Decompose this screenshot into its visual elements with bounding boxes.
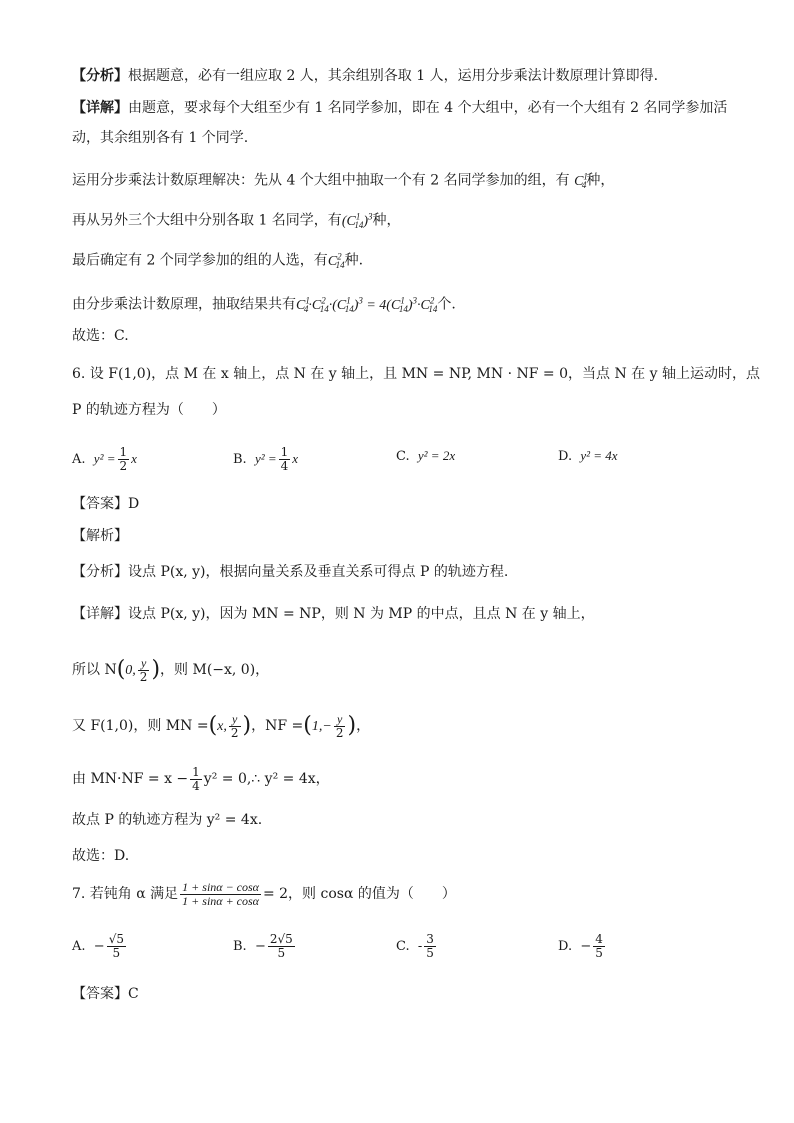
q7-stem: 7. 若钝角 α 满足 $\frac{1 + \sin\alpha - \cos\alpha}{1 + \sin\alpha + \cos\alpha}$ = 2，则 cosα 的值为（ ）: [72, 879, 456, 908]
q5-step-4: [72, 290, 456, 319]
q5-detail-1: [72, 98, 727, 118]
q5-step-3: [72, 246, 363, 275]
q5-analysis: [72, 66, 658, 86]
q6-jiexi: 【解析】: [72, 528, 128, 544]
q5-step-2: [72, 206, 400, 235]
q6-stem-1: 6. 设 F(1,0)，点 M 在 x 轴上，点 N 在 y 轴上，且 MN = NP, MN · NF = 0，当点 N 在 y 轴上运动时，点: [72, 366, 760, 382]
q6-analysis: 【分析】设点 P(x, y)，根据向量关系及垂直关系可得点 P 的轨迹方程.: [72, 564, 509, 580]
q5-step-4-text: 由分步乘法计数原理，抽取结果共有: [72, 296, 296, 313]
q6-option-c: C. y² = 2x: [396, 448, 456, 464]
q5-choose: 故选：C.: [72, 328, 129, 344]
q5-detail-text-1: 由题意，要求每个大组至少有 1 名同学参加，即在 4 个大组中，必有一个大组有 2 名同学参加活: [128, 100, 728, 116]
q5-step-3-tail: 种.: [344, 252, 364, 269]
combination-c-14-1-cubed: $(C^1_{14})^3$: [341, 211, 373, 231]
combination-c-4-1: $C^1_4$: [574, 171, 588, 191]
detail-tag: 【详解】: [72, 100, 128, 116]
q5-step-1-tail: 种，: [586, 172, 615, 189]
q5-step-3-text: 最后确定有 2 个同学参加的组的人选，有: [72, 252, 328, 269]
q6-detail-3: 又 F(1,0)，则 MN =(x, $\frac{y}{2}$ )，NF =(1,− $\frac{y}{2}$ )，: [72, 711, 371, 740]
q6-answer: 【答案】D: [72, 496, 140, 512]
q6-option-a: A. y² = $\frac{1}{2}$ x: [72, 445, 137, 473]
q5-step-2-text: 再从另外三个大组中分别各取 1 名同学，有: [72, 212, 342, 229]
q6-stem-2: P 的轨迹方程为（ ）: [72, 402, 226, 418]
q7-answer: 【答案】C: [72, 986, 139, 1002]
q7-option-c: C. - $\frac{3}{5}$: [396, 932, 434, 960]
q7-option-d: D. − $\frac{4}{5}$: [558, 932, 603, 960]
q5-step-4-tail: 个.: [437, 296, 456, 313]
q6-detail-5: 故点 P 的轨迹方程为 y² = 4x.: [72, 812, 263, 828]
q5-result-formula: $C^1_4\cdot C^2_{14}\cdot(C^1_{14})^3 = 4(C^1_{14})^3\cdot C^2_{14}$: [296, 295, 438, 315]
q6-option-b: B. y² = $\frac{1}{4}$ x: [233, 445, 299, 473]
q6-option-a-frac: $\frac{1}{2}$: [119, 445, 128, 473]
q6-detail-2: 所以 N(0, $\frac{y}{2}$ )，则 M(−x, 0)，: [72, 655, 270, 684]
q5-step-1-text: 运用分步乘法计数原理解决：先从 4 个大组中抽取一个有 2 名同学参加的组，有: [72, 172, 570, 189]
q6-detail-4: 由 MN·NF = x − $\frac{1}{4}$ y² = 0,∴ y² = 4x，: [72, 764, 330, 793]
combination-c-14-2: $C^2_{14}$: [327, 251, 345, 271]
q5-step-1: [72, 166, 614, 195]
q6-choose: 故选：D.: [72, 848, 130, 864]
q6-option-d: D. y² = 4x: [558, 448, 618, 464]
analysis-tag: 【分析】: [72, 68, 128, 84]
q6-option-b-frac: $\frac{1}{4}$: [280, 445, 289, 473]
q7-option-a: A. − $\frac{√5}{5}$: [72, 932, 124, 960]
q6-detail-1: 【详解】设点 P(x, y)，因为 MN = NP，则 N 为 MP 的中点，且点 N 在 y 轴上，: [72, 606, 595, 622]
q7-condition-frac: $\frac{1 + \sin\alpha - \cos\alpha}{1 + \sin\alpha + \cos\alpha}$: [182, 879, 259, 908]
q5-detail-2: 动，其余组别各有 1 个同学.: [72, 130, 249, 146]
q5-analysis-text: 根据题意，必有一组应取 2 人，其余组别各取 1 人，运用分步乘法计数原理计算即得.: [128, 68, 659, 84]
q5-step-2-tail: 种，: [372, 212, 401, 229]
q7-option-b: B. − $\frac{2√5}{5}$: [233, 932, 293, 960]
